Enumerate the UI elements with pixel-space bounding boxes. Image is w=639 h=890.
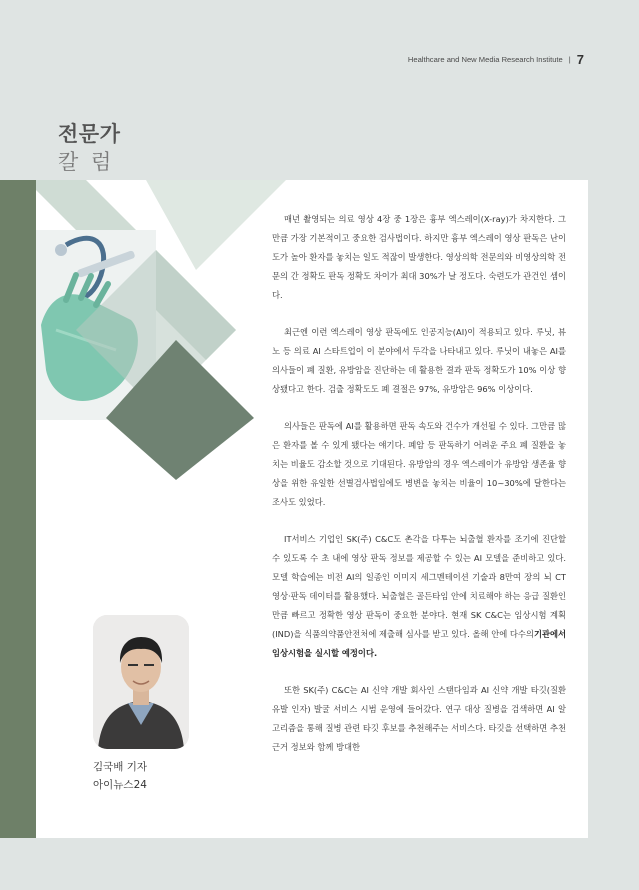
article-paragraph-4-text: IT서비스 기업인 SK(주) C&C도 촌각을 다투는 뇌출혈 환자를 조기에 진단할 수 있도록 수 초 내에 영상 판독 정보를 제공할 수 있는 AI 모델을 준비하고 있다. 모델 학습에는 비전 AI의 일종인 이미지 세그멘테이션 기술과 8만여 장의 뇌 CT 영상·판독 데이터를 활용했다. 뇌출혈은 골든타임 안에 치료해야 하는 응급 질환인 만큼 빠르고 정확한 영상 판독이 중요한 분야다. 현재 SK C&C는 임상시험 계획(IND)을 식품의약품안전처에 제출해 심사를 받고 있다. 올해 안에 다수의	[272, 534, 566, 639]
article-paragraph-3: 의사들은 판독에 AI를 활용하면 판독 속도와 건수가 개선될 수 있다. 그만큼 많은 환자를 볼 수 있게 됐다는 얘기다. 폐암 등 판독하기 어려운 주요 폐 질환을 놓치는 비율도 감소할 것으로 기대된다. 유방암의 경우 엑스레이가 유방암 생존율 향상을 위한 유일한 선별검사법임에도 병변을 놓치는 비율이 10~30%에 달한다는 조사도 있었다.	[272, 421, 566, 507]
section-subtitle: 칼 럼	[58, 150, 115, 174]
author-photo	[93, 615, 189, 749]
author-portrait-image	[93, 615, 189, 749]
author-name: 김국배 기자	[93, 761, 148, 773]
running-header	[408, 52, 584, 67]
sidebar-accent-bar	[0, 180, 36, 838]
article-paragraph-1: 매년 촬영되는 의료 영상 4장 중 1장은 흉부 엑스레이(X-ray)가 차지한다. 그만큼 가장 기본적이고 중요한 검사법이다. 하지만 흉부 엑스레이 영상 판독은 난이도가 높아 환자를 놓치는 일도 적잖이 발생한다. 영상의학 전문의와 비영상의학 전문의 간 정확도 판독 정확도 차이가 최대 30%가 날 정도다. 숙련도가 관건인 셈이다.	[272, 214, 566, 300]
article-body	[272, 210, 566, 775]
article-paragraph-4	[272, 530, 566, 663]
header-separator: |	[568, 55, 571, 64]
light-diamond-shape	[146, 180, 286, 270]
author-outlet: 아이뉴스24	[93, 779, 147, 791]
page-number: 7	[576, 52, 584, 67]
article-paragraph-4-bold: 기관에서 임상시험을 실시할 예정이다.	[272, 629, 566, 658]
institute-name: Healthcare and New Media Research Institute	[407, 55, 563, 64]
section-title: 전문가	[58, 122, 121, 146]
article-paragraph-5: 또한 SK(주) C&C는 AI 신약 개발 회사인 스탠다임과 AI 신약 개발 타깃(질환 유발 인자) 발굴 서비스 시범 운영에 들어갔다. 연구 대상 질병을 검색하면 AI 알고리즘을 통해 질병 관련 타깃 후보를 추천해주는 서비스다. 타깃을 선택하면 추천 근거 정보와 함께 방대한	[272, 685, 566, 752]
author-byline	[93, 758, 147, 794]
article-paragraph-2: 최근엔 이런 엑스레이 영상 판독에도 인공지능(AI)이 적용되고 있다. 루닛, 뷰노 등 의료 AI 스타트업이 이 분야에서 두각을 나타내고 있다. 루닛이 내놓은 AI를 의사들이 폐 질환, 유방암을 진단하는 데 활용한 결과 판독 정확도가 10% 이상 향상됐다고 한다. 검출 정확도도 폐 결절은 97%, 유방암은 96% 이상이다.	[272, 327, 566, 394]
decorative-illustration	[36, 180, 296, 480]
